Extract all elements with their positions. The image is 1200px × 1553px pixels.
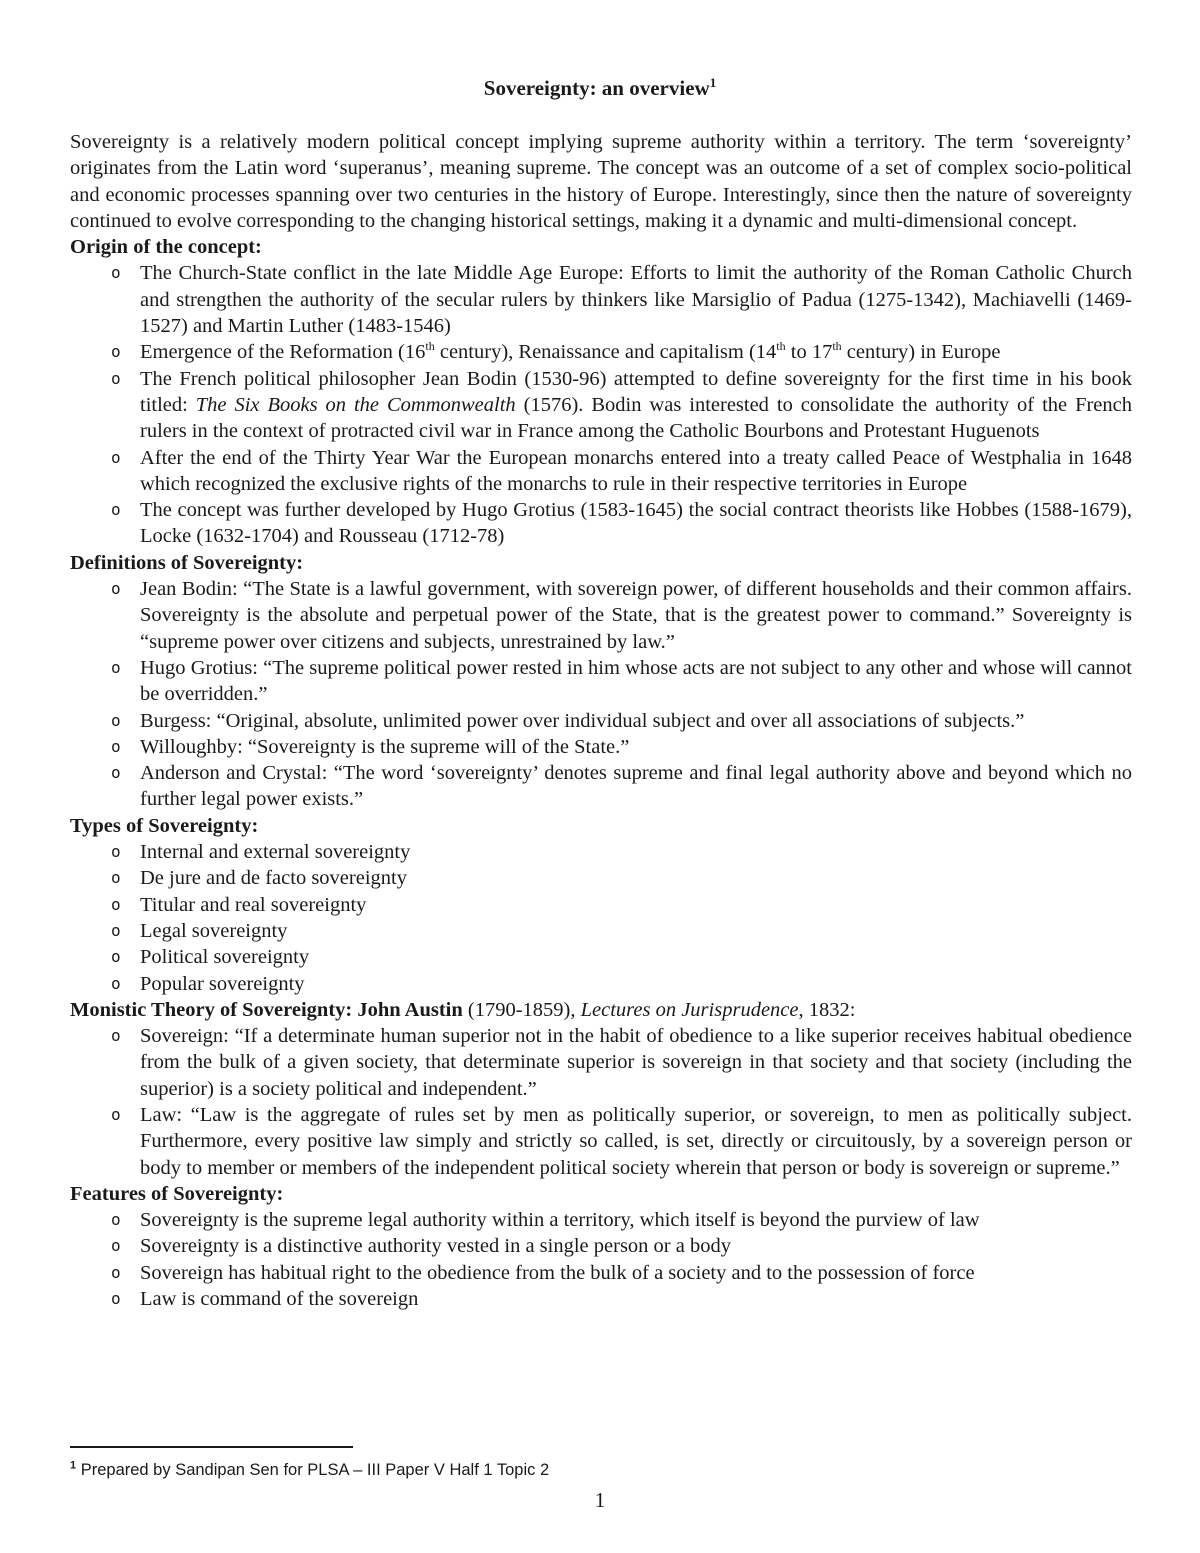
bullet-icon: o — [111, 1236, 121, 1256]
bullet-icon: o — [111, 447, 121, 467]
list-item: o The Church-State conflict in the late Middle Age Europe: Efforts to limit the authority of the Roman Catholic Church and strengthen the authority of the secular rulers by thinkers like Marsiglio of Padua (1275-1342), Machiavelli (1469-1527) and Martin Luther (1483-1546) — [111, 262, 1132, 338]
bullet-icon: o — [111, 947, 121, 967]
list-item: o Law: “Law is the aggregate of rules set by men as politically superior, or sovereign, to men as politically subject. Furthermore, every positive law simply and strictly so called, is set, directly or circuitously, by a sovereign person or body to member or members of the independent political society wherein that person or body is sovereign or supreme.” — [111, 1103, 1132, 1179]
features-heading: Features of Sovereignty: — [70, 1182, 284, 1205]
list-item: o Anderson and Crystal: “The word ‘sovereignty’ denotes supreme and final legal authority above and beyond which no further legal power exists.” — [111, 762, 1132, 811]
bullet-icon: o — [111, 368, 121, 388]
footnote-mark: 1 — [70, 1459, 77, 1472]
list-item: o Popular sovereignty — [70, 971, 1132, 997]
bullet-icon: o — [111, 973, 121, 993]
list-item: o Titular and real sovereignty — [70, 892, 1132, 918]
bullet-icon: o — [111, 263, 121, 283]
bullet-icon: o — [111, 1026, 121, 1046]
bullet-icon: o — [111, 500, 121, 520]
intro-paragraph: Sovereignty is a relatively modern political concept implying supreme authority within a territory. The term ‘sovereignty’ originates from the Latin word ‘superanus’, meaning supreme. The concept was an outcome of a set of complex socio-political and economic processes spanning over two centuries in the history of Europe. Interestingly, since then the nature of sovereignty continued to evolve corresponding to the changing historical settings, making it a dynamic and multi-dimensional concept. — [70, 131, 1132, 232]
features-list — [70, 1207, 1132, 1312]
list-item: o Internal and external sovereignty — [70, 839, 1132, 865]
list-item: o Emergence of the Reformation (16th century), Renaissance and capitalism (14th to 17th century) in Europe — [70, 339, 1132, 365]
bullet-icon: o — [111, 342, 121, 362]
document-body — [70, 129, 1132, 1312]
list-item: o Willoughby: “Sovereignty is the supreme will of the State.” — [70, 734, 1132, 760]
bullet-icon: o — [111, 736, 121, 756]
list-item: o The concept was further developed by Hugo Grotius (1583-1645) the social contract theorists like Hobbes (1588-1679), Locke (1632-1704) and Rousseau (1712-78) — [111, 499, 1132, 548]
monistic-list — [70, 1023, 1132, 1181]
bullet-icon: o — [111, 842, 121, 862]
list-item: o Sovereign: “If a determinate human superior not in the habit of obedience to a like superior receives habitual obedience from the bulk of a given society, that determinate superior is sovereign in that society and that society (including the superior) is a society political and independent.” — [111, 1025, 1132, 1100]
page-number: 1 — [594, 1488, 606, 1512]
types-list — [70, 839, 1132, 997]
bullet-icon: o — [111, 710, 121, 730]
origin-list — [70, 260, 1132, 549]
list-item: o Hugo Grotius: “The supreme political power rested in him whose acts are not subject to any other and whose will cannot be overridden.” — [111, 656, 1132, 706]
footnote — [70, 1459, 549, 1481]
definitions-list — [70, 576, 1132, 813]
bullet-icon: o — [111, 1289, 121, 1309]
bullet-icon: o — [111, 920, 121, 940]
bullet-icon: o — [111, 763, 121, 783]
list-item: o Sovereignty is the supreme legal authority within a territory, which itself is beyond the purview of law — [70, 1207, 1132, 1233]
bullet-icon: o — [111, 1262, 121, 1282]
list-item: o After the end of the Thirty Year War the European monarchs entered into a treaty called Peace of Westphalia in 1648 which recognized the exclusive rights of the monarchs to rule in their respective territories in Europe — [111, 446, 1132, 495]
list-item: o De jure and de facto sovereignty — [70, 865, 1132, 891]
page-title — [0, 74, 1200, 102]
title-footnote-mark: 1 — [709, 75, 717, 90]
bullet-icon: o — [111, 657, 121, 677]
list-item: o Jean Bodin: “The State is a lawful government, with sovereign power, of different households and their common affairs. Sovereignty is the absolute and perpetual power of the State, that is the greatest power to command.” Sovereignty is “supreme power over citizens and subjects, unrestrained by law.” — [111, 578, 1132, 653]
monistic-heading: Monistic Theory of Sovereignty: John Austin (1790-1859), Lectures on Jurisprudence, 1832: — [70, 998, 856, 1021]
footnote-divider — [70, 1446, 353, 1448]
bullet-icon: o — [111, 1104, 121, 1124]
bullet-icon: o — [111, 1210, 121, 1230]
bullet-icon: o — [111, 894, 121, 914]
list-item: o Legal sovereignty — [70, 918, 1132, 944]
book-title: The Six Books on the Commonwealth — [195, 393, 516, 416]
list-item: o Burgess: “Original, absolute, unlimited power over individual subject and over all associations of subjects.” — [70, 708, 1132, 734]
definitions-heading: Definitions of Sovereignty: — [70, 551, 304, 574]
types-heading: Types of Sovereignty: — [70, 814, 259, 837]
title-text: Sovereignty: an overview — [483, 76, 710, 100]
bullet-icon: o — [111, 579, 121, 599]
list-item: o Sovereignty is a distinctive authority vested in a single person or a body — [70, 1233, 1132, 1259]
list-item: o The French political philosopher Jean Bodin (1530-96) attempted to define sovereignty for the first time in his book titled: The Six Books on the Commonwealth (1576). Bodin was interested to consolidate the authority of the French rulers in the context of protracted civil war in France among the Catholic Bourbons and Protestant Huguenots — [111, 367, 1132, 443]
list-item: o Law is command of the sovereign — [70, 1286, 1132, 1312]
list-item: o Sovereign has habitual right to the obedience from the bulk of a society and to the possession of force — [70, 1260, 1132, 1286]
origin-heading: Origin of the concept: — [70, 236, 262, 259]
footnote-text: Prepared by Sandipan Sen for PLSA – III Paper V Half 1 Topic 2 — [80, 1461, 550, 1479]
bullet-icon: o — [111, 868, 121, 888]
list-item: o Political sovereignty — [70, 944, 1132, 970]
